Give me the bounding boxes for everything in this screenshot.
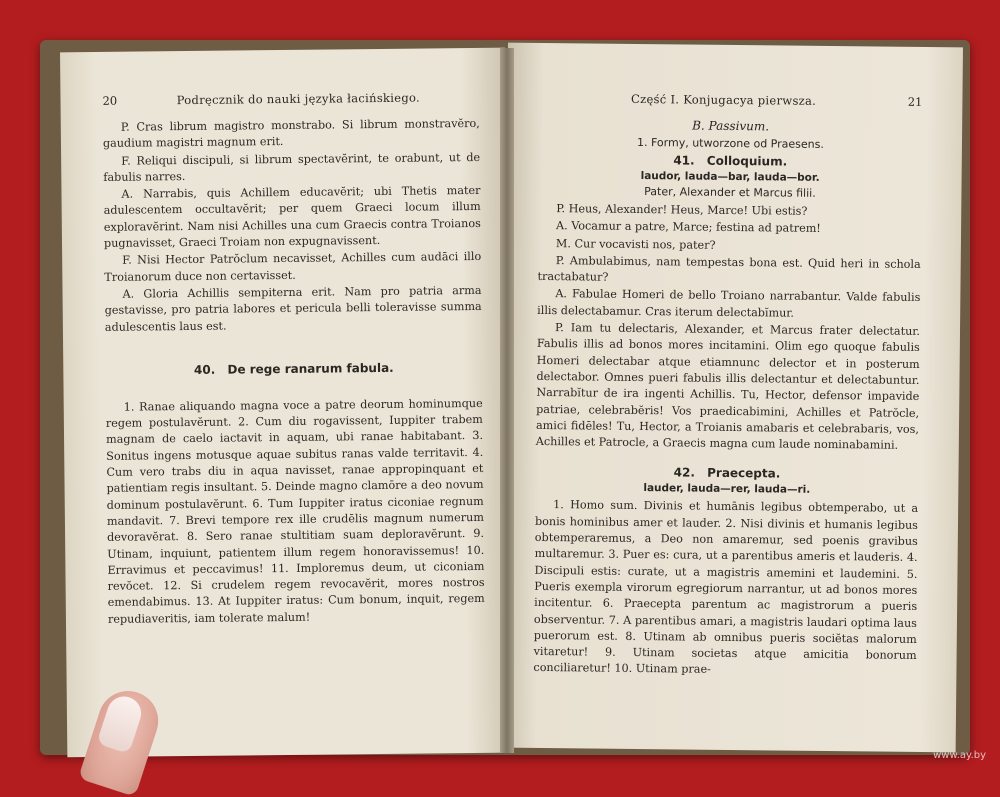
section-41-heading [539, 152, 922, 170]
left-page-number: 20 [102, 93, 118, 108]
subheading: 1. Formy, utworzone od Praesens. [636, 135, 824, 151]
watermark: www.ay.by [933, 750, 986, 761]
left-page [60, 48, 512, 758]
dialogue-line: F. Reliqui discipuli, si librum spectavĕrint, te orabunt, ut de fabulis narres. [103, 150, 481, 184]
right-page-number: 21 [907, 94, 923, 109]
section-41-forms: laudor, lauda—bar, lauda—bor. [640, 170, 820, 184]
section-42-title: Praecepta. [707, 466, 781, 481]
right-dialogue [536, 201, 922, 454]
right-running-title: Część I. Konjugacya pierwsza. [630, 91, 817, 108]
dialogue-line: P. Heus, Alexander! Heus, Marce! Ubi estis? [556, 202, 808, 218]
section-42-number: 42. [673, 465, 696, 481]
section-40-title: De rege ranarum fabula. [227, 360, 394, 377]
dialogue-line: P. Ambulabimus, nam tempestas bona est. Quid heri in schola tractabatur? [537, 254, 921, 284]
fable-paragraph: 1. Ranae aliquando magna voce a patre deorum hominumque regem postulavĕrunt. 2. Cum diu rogavissent, Iuppiter trabem magnam de caelo iactavit in aquam, ubi ranae habitabant. 3. Sonitus ingens motusque aquae subitus ranas valde territavit. 4. Cum vero trabs diu in aqua navisset, ranae appropinquant et patientiam regis insultant. 5. Deinde magno clamōre a deo novum dominum postulavĕrunt. 6. Tum Iuppiter iratus ciconiae regnum mandavit. 7. Brevi tempore rex ille crudēlis magnum numerum devoravĕrat. 8. Sero ranae stultitiam suam deploravĕrunt. 9. Utinam, inquiunt, patientem illum regem honoravissemus! 10. Erravimus et peccavimus! 11. Imploremus deum, ut ciconiam revŏcet. 12. Si crudelem regem revocavĕrit, mores nostros emendabimus. 13. At Iuppiter iratus: Cum bonum, inquit, regem repudiaveritis, iam tolerate malum! [105, 396, 485, 626]
section-41-number: 41. [673, 153, 695, 168]
dialogue-line: P. Iam tu delectaris, Alexander, et Marcus frater delectatur. Fabulis illis ad bonos mores incitamini. Olim ego quoque fabulis Homeri delectabar atque etiamnunc delector et in posterum delectabor. Omnes pueri fabulis illis delectantur et delectabuntur. Narrabĭtur de ira ingenti Achillis. Tu, Hector, defensor impavide patriae, celebrabĕris! Vos praedicabimini, Achilles et Patrŏcle, amici fidēles! Tu, Hector, a Troianis amabaris et celebrabaris, vos, Achilles et Patrocle, a Graecis magna cum laude nominabamini. [535, 321, 921, 452]
right-page [501, 43, 963, 753]
fable-text [106, 396, 485, 628]
section-40-heading [105, 360, 482, 378]
precepts-text [533, 497, 918, 680]
section-40-number: 40. [193, 362, 216, 377]
dialogue-line: A. Fabulae Homeri de bello Troiano narrabantur. Valde fabulis illis delectabamur. Cras iterum delectabĭmur. [537, 287, 921, 320]
left-running-head [102, 90, 479, 108]
dialogue-line: P. Cras librum magistro monstrabo. Si librum monstravĕro, gaudium magistri magnum erit. [102, 116, 480, 151]
dialogue-line: F. Nisi Hector Patrŏclum necavisset, Achilles cum audāci illo Troianorum duce non certavisset. [104, 250, 482, 284]
section-42-forms: lauder, lauda—rer, lauda—ri. [643, 482, 811, 497]
precepts-paragraph: 1. Homo sum. Divinis et humānis legibus obtemperabo, ut a bonis hominibus amer et lauder. 2. Nisi divinis et humanis legibus obtemperaremus, a Deo non amaremur, sed poenis gravibus multaremur. 3. Puer es: cura, ut a parentibus ameris et lauderis. 4. Discipuli estis: curate, ut a magistris amemini et laudemini. 5. Pueris exempla virorum egregiorum narrantur, ut ad bonos mores incitentur. 6. Praecepta parentum ac magistrorum a pueris observentur. 7. A parentibus amari, a magistris laudari optima laus puerorum est. 8. Utinam ab omnibus pueris sociĕtas malorum vitaretur! 9. Utinam societas atque amicitia bonorum conciliaretur! 10. Utinam prae- [533, 498, 919, 677]
book-gutter [500, 48, 514, 753]
section-41-persons: Pater, Alexander et Marcus filii. [644, 185, 816, 200]
section-42-heading [535, 464, 918, 482]
part-heading: B. Passivum. [692, 118, 770, 134]
left-running-title: Podręcznik do nauki języka łacińskiego. [176, 90, 421, 108]
dialogue-line: A. Gloria Achillis sempiterna erit. Nam pro patria arma gestavisse, pro patria labores et pericula belli toleravisse summa adulescentis laus est. [104, 283, 482, 334]
left-dialogue [103, 116, 482, 336]
section-41-title: Colloquium. [706, 153, 788, 169]
dialogue-line: A. Vocamur a patre, Marce; festina ad patrem! [556, 219, 821, 236]
dialogue-line: A. Narrabis, quis Achillem educavĕrit; ubi Thetis mater adulescentem occultavĕrit; per quem Graeci locum illum exploravĕrint. Nam nisi Achilles una cum Graecis contra Troianos pugnavisset, Graeci Troiam non expugnavissent. [103, 184, 481, 250]
right-running-head [539, 91, 922, 109]
dialogue-line: M. Cur vocavisti nos, pater? [555, 236, 716, 252]
